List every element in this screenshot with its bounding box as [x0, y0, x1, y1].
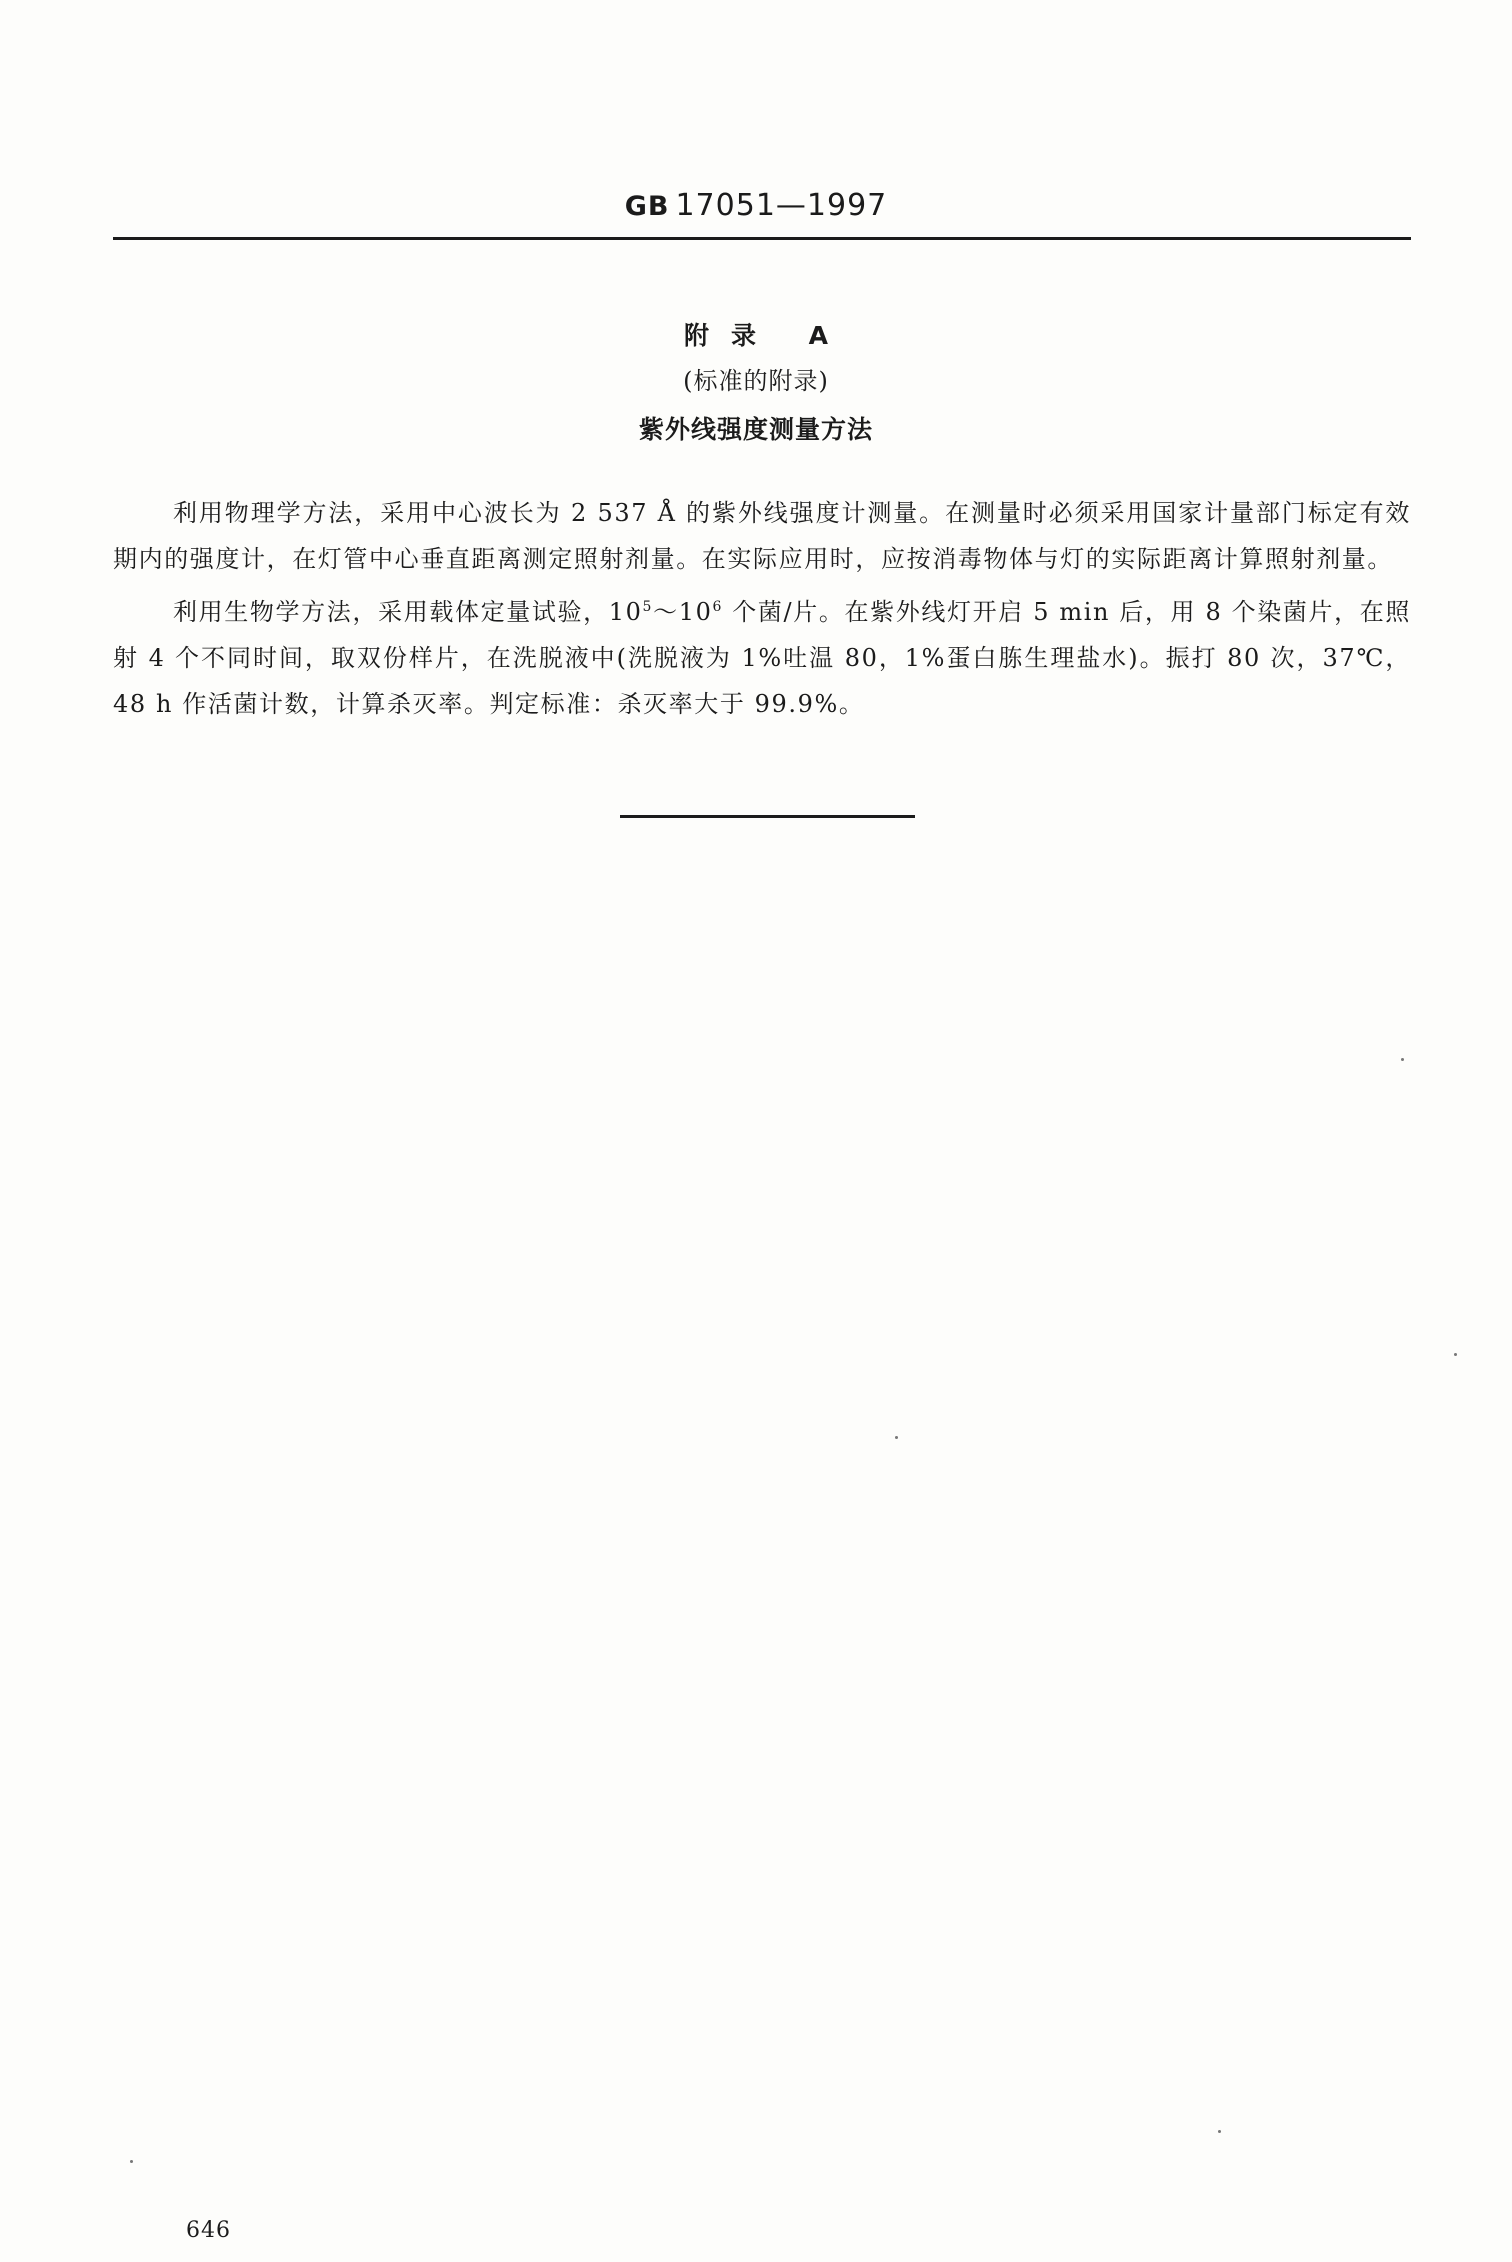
superscript: 5 [642, 599, 654, 615]
standard-code-header [0, 188, 1512, 223]
paragraph-biological-method [113, 584, 1411, 727]
page-number: 646 [186, 2218, 231, 2243]
scan-speck [130, 2160, 133, 2163]
text-run: ～10 [653, 598, 713, 626]
text-run: 个菌/片。在紫外线灯开启 5 min 后，用 8 个染菌片，在照射 4 个不同时间，取双份样片，在洗脱液中(洗脱液为 1%吐温 80，1%蛋白胨生理盐水)。振打 80 次，37℃，48 h 作活菌计数，计算杀灭率。判定标准：杀灭率大于 99.9%。 [113, 598, 1411, 718]
annex-title: 附录 A [683, 321, 851, 350]
annex-subject: 紫外线强度测量方法 [638, 415, 873, 444]
annex-type: (标准的附录) [683, 367, 829, 395]
body-text [113, 490, 1411, 729]
scan-speck [1454, 1353, 1457, 1356]
standard-prefix: GB [624, 191, 670, 222]
standard-number: 17051—1997 [675, 188, 888, 223]
scan-speck [1401, 1058, 1404, 1061]
superscript: 6 [712, 599, 723, 615]
paragraph-physical-method: 利用物理学方法，采用中心波长为 2 537 Å 的紫外线强度计测量。在测量时必须采用国家计量部门标定有效期内的强度计，在灯管中心垂直距离测定照射剂量。在实际应用时，应按消毒物体与灯的实际距离计算照射剂量。 [113, 499, 1411, 573]
scan-speck [895, 1436, 898, 1439]
scan-speck [1218, 2130, 1221, 2133]
text-run: 利用生物学方法，采用载体定量试验，10 [173, 598, 643, 626]
header-divider [113, 237, 1411, 240]
end-divider [620, 815, 915, 818]
